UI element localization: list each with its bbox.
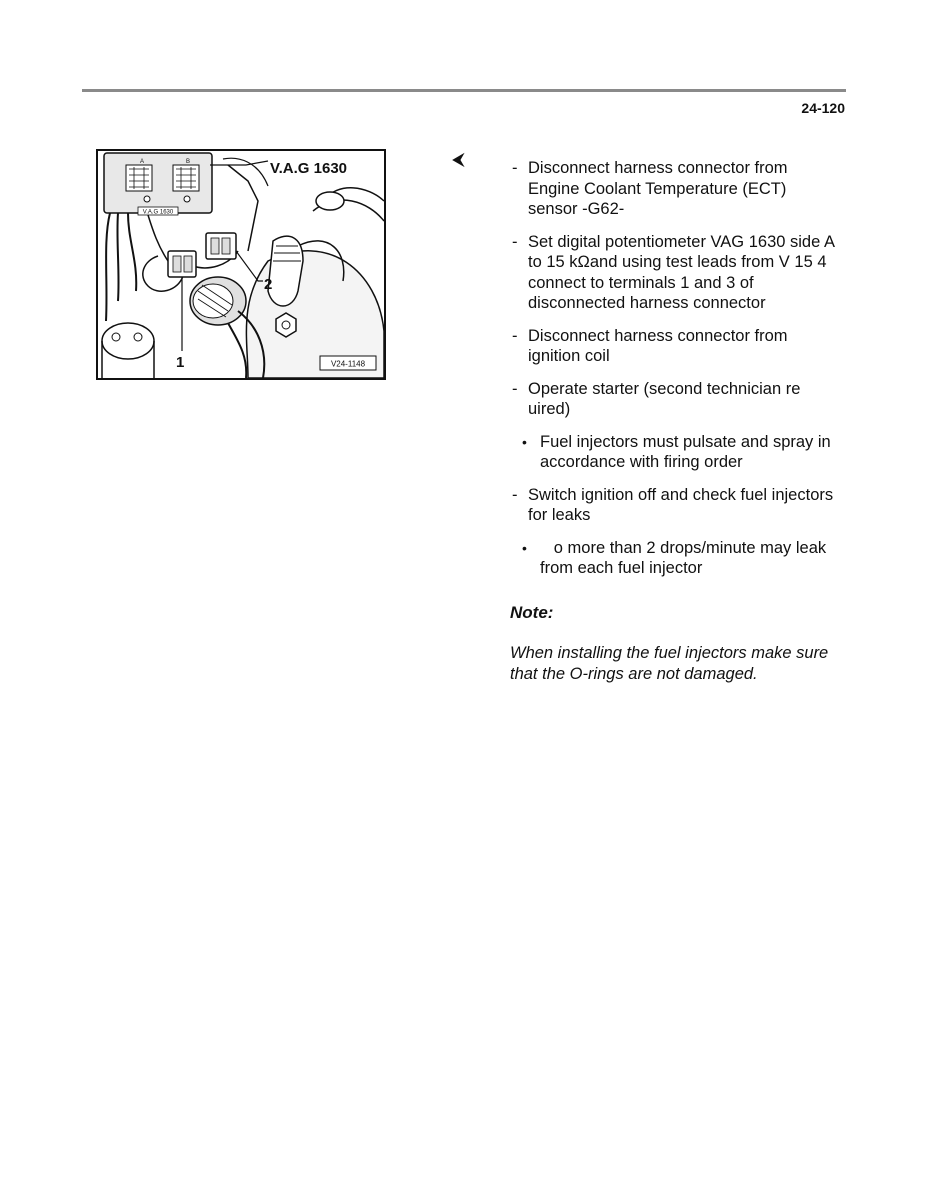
list-item <box>510 432 840 473</box>
bullet-icon: • <box>522 539 527 556</box>
bullet-text: Fuel injectors must pulsate and spray in accordance with firing order <box>540 432 831 471</box>
step-text: Set digital potentiometer VAG 1630 side A to 15 kΩand using test leads from V 15 4 connect to terminals 1 and 3 of disconnected harness connector <box>528 232 835 312</box>
note-title: Note: <box>510 602 554 622</box>
step-text: Operate starter (second technician re uired) <box>528 379 801 418</box>
bullet-text: o more than 2 drops/minute may leak from each fuel injector <box>540 538 831 577</box>
callout-1: 1 <box>176 354 185 371</box>
list-item <box>510 158 840 220</box>
instruction-list <box>510 158 840 684</box>
step-text: Disconnect harness connector from Engine Coolant Temperature (ECT) sensor -G62- <box>528 159 788 218</box>
list-item <box>510 485 840 526</box>
engine-illustration <box>96 149 386 380</box>
list-item <box>510 232 840 314</box>
dash-marker: - <box>512 326 518 345</box>
list-item <box>510 379 840 420</box>
dash-marker: - <box>512 232 518 251</box>
dash-marker: - <box>512 159 518 177</box>
callout-2: 2 <box>264 276 273 293</box>
bullet-icon: • <box>522 433 527 450</box>
pointer-arrow-icon: ⮜ <box>452 149 465 169</box>
dash-marker: - <box>512 485 518 504</box>
step-text: Switch ignition off and check fuel injectors for leaks <box>528 485 834 524</box>
socket-b-label: B <box>185 159 191 165</box>
list-item <box>510 326 840 367</box>
tester-callout: V.A.G 1630 <box>270 160 347 177</box>
header-rule <box>82 89 846 92</box>
figure-code: V24-1148 <box>330 359 366 369</box>
tester-device-label: V.A.G 1630 <box>142 209 174 216</box>
socket-a-label: A <box>139 159 145 165</box>
dash-marker: - <box>512 379 518 398</box>
step-text: Disconnect harness connector from ignition coil <box>528 326 788 365</box>
list-item <box>510 538 840 579</box>
note-body: When installing the fuel injectors make sure that the O-rings are not damaged. <box>510 644 829 683</box>
page-number: 24-120 <box>801 100 845 116</box>
